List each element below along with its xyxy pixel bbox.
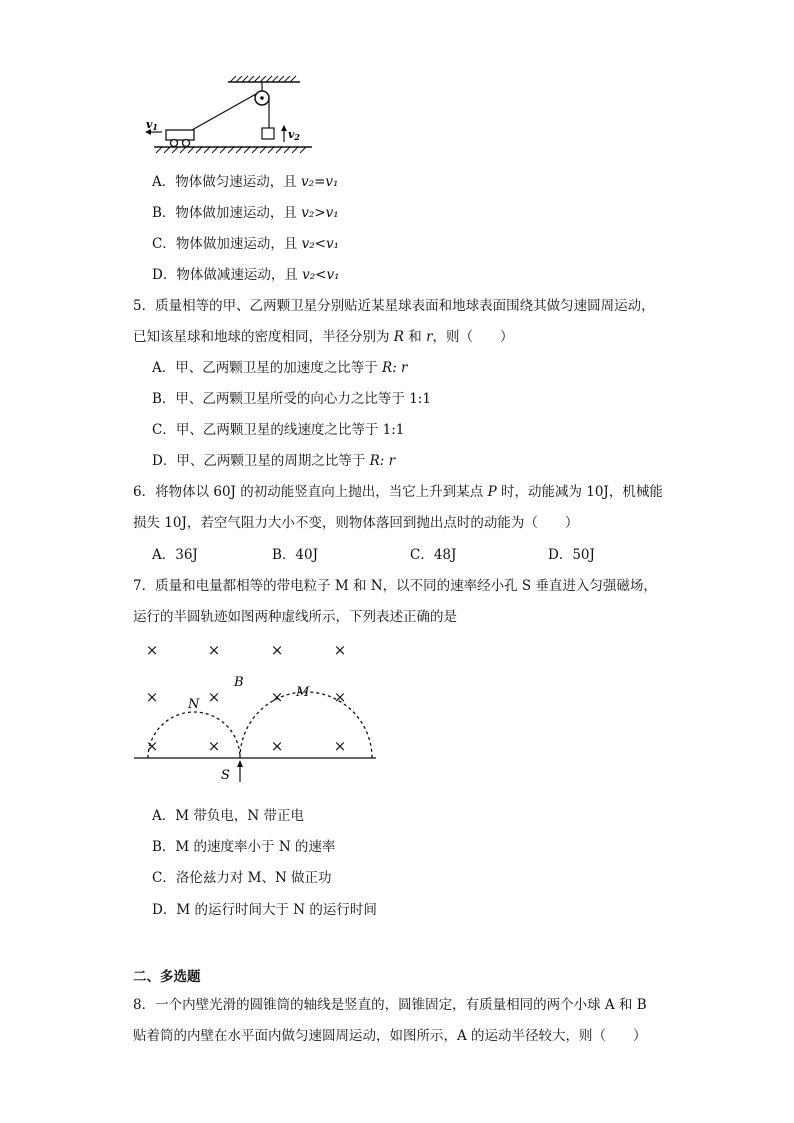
label-m: M bbox=[296, 685, 310, 700]
q8-stem-line1: 8．一个内壁光滑的圆锥筒的轴线是竖直的，圆锥固定，有质量相同的两个小球 A 和 B bbox=[133, 997, 647, 1013]
q4-option-a: A．物体做匀速运动，且 v₂=v₁ bbox=[152, 174, 339, 190]
field-x-mark: × bbox=[270, 641, 284, 659]
q5-stem-line1: 5．质量相等的甲、乙两颗卫星分别贴近某星球表面和地球表面围绕其做匀速圆周运动， bbox=[133, 298, 655, 314]
trajectory-m bbox=[240, 692, 372, 758]
label-b: B bbox=[234, 675, 244, 690]
q5-option-d: D．甲、乙两颗卫星的周期之比等于 R: r bbox=[152, 453, 396, 469]
magnetic-field-figure bbox=[130, 636, 380, 786]
q6-option-b: B．40J bbox=[272, 547, 319, 563]
q5-option-c: C．甲、乙两颗卫星的线速度之比等于 1:1 bbox=[152, 422, 405, 438]
field-x-mark: × bbox=[270, 737, 284, 755]
section-title: 二、多选题 bbox=[133, 969, 201, 985]
field-x-mark: × bbox=[207, 737, 221, 755]
q6-stem-line2: 损失 10J，若空气阻力大小不变，则物体落回到抛出点时的动能为（ ） bbox=[133, 515, 579, 531]
q7-stem-line1: 7．质量和电量都相等的带电粒子 M 和 N，以不同的速率经小孔 S 垂直进入匀强磁场， bbox=[133, 578, 657, 594]
q7-option-b: B．M 的速度率小于 N 的速率 bbox=[152, 839, 336, 855]
q8-stem-line2: 贴着筒的内壁在水平面内做匀速圆周运动，如图所示，A 的运动半径较大，则（ ） bbox=[133, 1028, 647, 1044]
q4-option-d: D．物体做减速运动，且 v₂<v₁ bbox=[152, 267, 340, 283]
q4-option-c: C．物体做加速运动，且 v₂<v₁ bbox=[152, 236, 340, 252]
hanging-block bbox=[262, 128, 274, 139]
pulley-figure bbox=[140, 70, 320, 160]
label-n: N bbox=[188, 697, 200, 712]
label-s: S bbox=[221, 768, 230, 783]
q7-stem-line2: 运行的半圆轨迹如图两种虚线所示，下列表述正确的是 bbox=[133, 609, 457, 625]
q5-stem-line2: 已知该星球和地球的密度相同，半径分别为 R 和 r，则（ ） bbox=[133, 329, 514, 345]
q5-option-a: A．甲、乙两颗卫星的加速度之比等于 R: r bbox=[152, 360, 408, 376]
q6-option-a: A．36J bbox=[152, 547, 198, 563]
q5-option-b: B．甲、乙两颗卫星所受的向心力之比等于 1:1 bbox=[152, 391, 431, 407]
field-x-mark: × bbox=[145, 688, 159, 706]
field-x-mark: × bbox=[270, 688, 284, 706]
field-x-mark: × bbox=[333, 688, 347, 706]
q6-option-d: D．50J bbox=[548, 547, 595, 563]
field-x-mark: × bbox=[207, 688, 221, 706]
q7-option-c: C．洛伦兹力对 M、N 做正功 bbox=[152, 870, 332, 886]
field-x-mark: × bbox=[207, 641, 221, 659]
q6-stem-line1: 6．将物体以 60J 的初动能竖直向上抛出，当它上升到某点 P 时，动能减为 10J，机械能 bbox=[133, 484, 663, 500]
q4-option-b: B．物体做加速运动，且 v₂>v₁ bbox=[152, 205, 339, 221]
trajectory-n bbox=[145, 712, 240, 758]
field-x-mark: × bbox=[145, 641, 159, 659]
q6-option-c: C．48J bbox=[410, 547, 457, 563]
v1-label: v1 bbox=[146, 118, 158, 132]
v2-label: v2 bbox=[288, 128, 300, 142]
q7-option-a: A．M 带负电，N 带正电 bbox=[152, 808, 304, 824]
field-x-mark: × bbox=[333, 737, 347, 755]
field-x-mark: × bbox=[333, 641, 347, 659]
q7-option-d: D．M 的运行时间大于 N 的运行时间 bbox=[152, 902, 377, 918]
field-x-mark: × bbox=[145, 737, 159, 755]
cart bbox=[166, 130, 194, 140]
